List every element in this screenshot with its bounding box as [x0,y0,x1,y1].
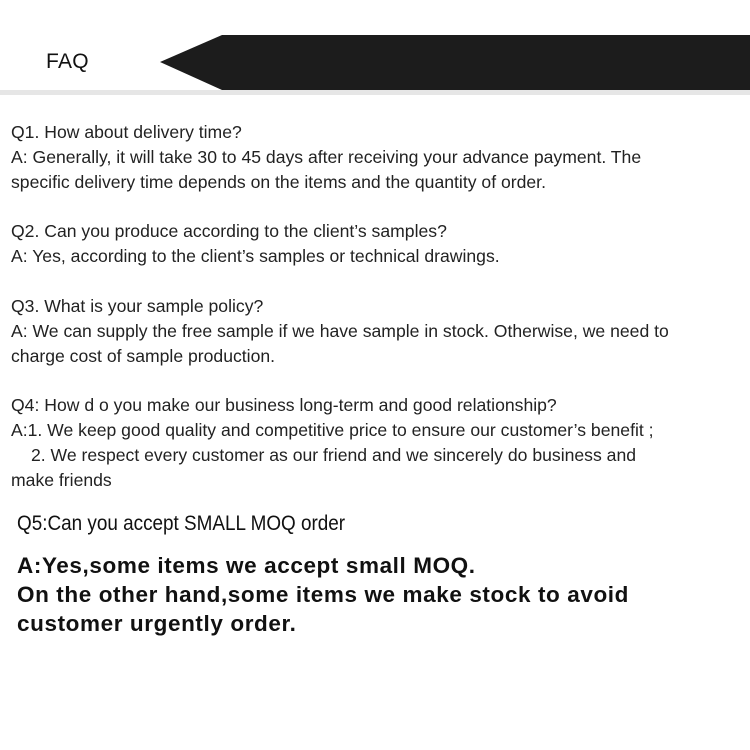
faq-answer-1-line-1: A: Generally, it will take 30 to 45 days after receiving your advance payment. The [11,147,642,167]
faq-answer-4-line-1: A:1. We keep good quality and competitive price to ensure our customer’s benefit ; [11,420,654,440]
faq-question-5: Q5:Can you accept SMALL MOQ order [17,512,346,535]
faq-answer-5 [17,551,742,638]
page-title: FAQ [46,50,89,73]
faq-item-2 [11,219,746,269]
faq-item-4 [11,393,746,493]
header-dark-arrow-band [160,35,750,90]
faq-answer-3-line-1: A: We can supply the free sample if we have sample in stock. Otherwise, we need to [11,321,669,341]
faq-header-banner [0,0,750,100]
faq-answer-5-line-3: customer urgently order. [17,611,297,636]
faq-question-3: Q3. What is your sample policy? [11,296,264,316]
faq-answer-2-line-1: A: Yes, according to the client’s samples or technical drawings. [11,246,500,266]
faq-question-4: Q4: How d o you make our business long-term and good relationship? [11,395,557,415]
faq-item-3 [11,294,746,369]
header-underline-bar [0,90,750,95]
faq-question-1: Q1. How about delivery time? [11,122,242,142]
faq-question-2: Q2. Can you produce according to the client’s samples? [11,221,447,241]
faq-answer-5-line-1: A:Yes,some items we accept small MOQ. [17,553,476,578]
faq-item-1 [11,120,746,195]
faq-answer-4-line-2: 2. We respect every customer as our friend and we sincerely do business and [31,445,637,465]
faq-answer-5-line-2: On the other hand,some items we make stock to avoid [17,582,629,607]
faq-answer-3-line-2: charge cost of sample production. [11,346,276,366]
header-band-graphic [0,0,750,100]
faq-answer-1-line-2: specific delivery time depends on the items and the quantity of order. [11,172,546,192]
faq-answer-4-line-3: make friends [11,470,112,490]
